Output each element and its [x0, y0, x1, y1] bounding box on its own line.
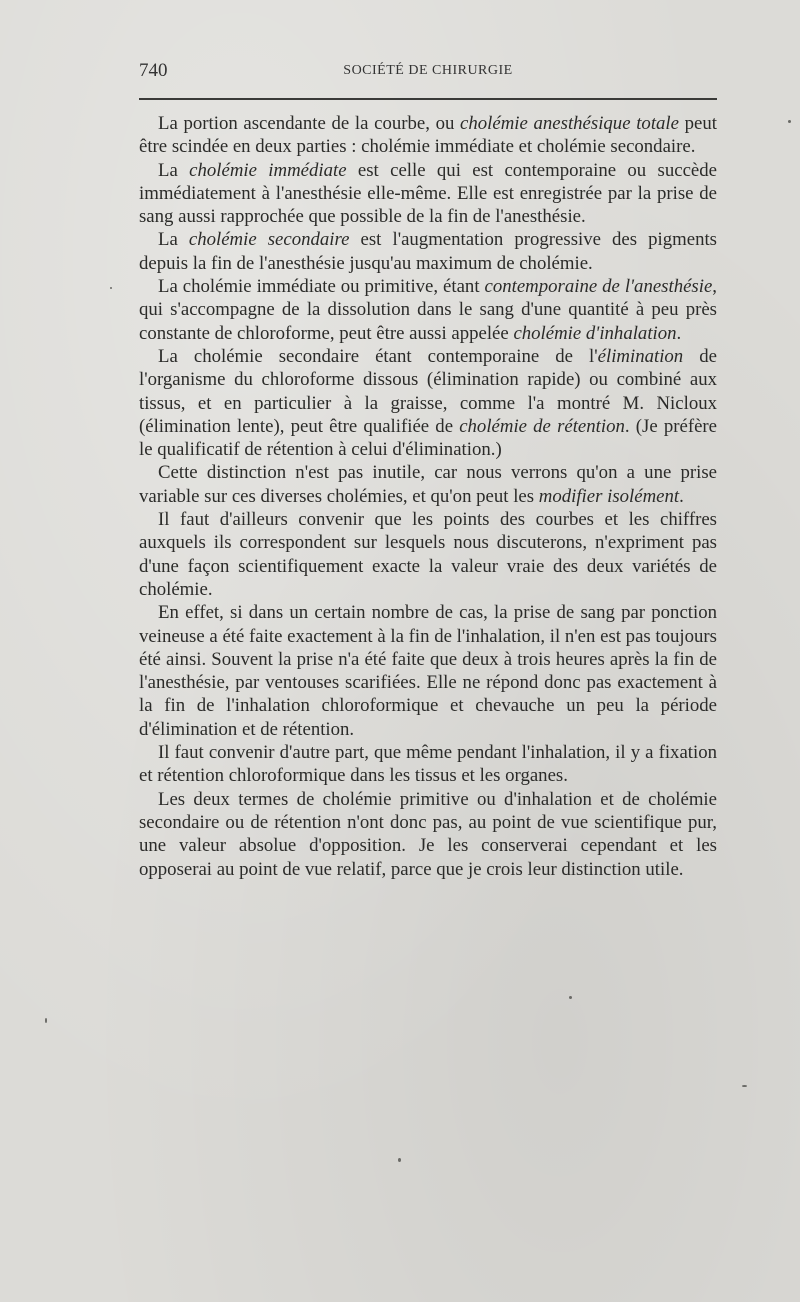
paragraph	[139, 159, 717, 229]
body-text	[139, 112, 717, 881]
scan-speck	[788, 120, 791, 123]
text-run: est celle qui est contemporaine ou succède immédiatement à l'anesthésie elle-même. Elle est enregistrée par la prise de sang aussi rapprochée que possible de la fin de l'anesthésie.	[139, 159, 717, 228]
scan-speck	[110, 287, 112, 289]
text-run: Cette distinction n'est pas inutile, car nous verrons qu'on a une prise variable sur ces diverses cholémies, et qu'on peut les	[139, 462, 717, 507]
page-number: 740	[139, 60, 168, 81]
paragraph	[139, 228, 717, 275]
italic-text: cholémie secondaire	[188, 229, 350, 251]
text-run: La cholémie secondaire étant contemporaine de l'	[158, 345, 598, 367]
text-run: de l'organisme du chloroforme dissous (élimination rapide) ou combiné aux tissus, et en particulier à la graisse, comme l'a montré M. Nicloux (élimination lente), peut être qualifiée de	[139, 345, 717, 437]
italic-text: modifier isolément	[538, 485, 680, 507]
paragraph	[139, 741, 717, 788]
text-run: peut être scindée en deux parties : cholémie immédiate et cholémie secondaire.	[139, 113, 717, 158]
text-run: . (Je préfère le qualificatif de rétention à celui d'élimination.)	[139, 415, 717, 461]
text-run: La cholémie immédiate ou primitive, étant	[158, 276, 485, 298]
page-header	[139, 60, 717, 88]
text-run: Les deux termes de cholémie primitive ou d'inhalation et de cholémie secondaire ou de rétention n'ont donc pas, au point de vue scientifique pur, une valeur absolue d'opposition. Je les conserverai cependant et les opposerai au point de vue relatif, parce que je crois leur distinction utile.	[139, 788, 717, 880]
paragraph	[139, 601, 717, 741]
running-title: SOCIÉTÉ DE CHIRURGIE	[343, 63, 513, 78]
scan-speck	[398, 1158, 401, 1162]
text-run: Il faut d'ailleurs convenir que les points des courbes et les chiffres auxquels ils correspondent sur lesquels nous discuterons, n'expriment pas d'une façon scientifiquement exacte la valeur vraie des deux variétés de cholémie.	[139, 509, 717, 600]
paragraph	[139, 112, 717, 159]
italic-text: cholémie anesthésique totale	[460, 113, 679, 134]
italic-text: contemporaine de l'anesthésie	[484, 276, 713, 298]
scan-speck	[569, 996, 572, 999]
text-run: .	[676, 322, 682, 344]
paragraph	[139, 508, 717, 601]
italic-text: élimination	[597, 345, 684, 367]
header-rule	[139, 98, 717, 100]
text-run: La portion ascendante de la courbe, ou	[158, 113, 461, 134]
paragraph	[139, 788, 717, 881]
text-run: .	[679, 485, 684, 507]
text-run: est l'augmentation progressive des pigments depuis la fin de l'anesthésie jusqu'au maximum de cholémie.	[139, 229, 717, 274]
italic-text: cholémie d'inhalation	[513, 322, 677, 344]
paragraph	[139, 345, 717, 461]
text-run: , qui s'accompagne de la dissolution dans le sang d'une quantité à peu près constante de chloroforme, peut être aussi appelée	[139, 276, 717, 344]
paragraph	[139, 275, 717, 345]
text-run: La	[158, 159, 190, 181]
italic-text: cholémie immédiate	[189, 159, 347, 181]
text-run: La	[158, 229, 189, 251]
italic-text: cholémie de rétention	[459, 415, 625, 437]
scan-speck	[45, 1018, 47, 1023]
text-run: Il faut convenir d'autre part, que même pendant l'inhalation, il y a fixation et rétention chloroformique dans les tissus et les organes.	[139, 742, 717, 787]
text-run: En effet, si dans un certain nombre de cas, la prise de sang par ponction veineuse a été faite exactement à la fin de l'inhalation, il n'en est pas toujours été ainsi. Souvent la prise n'a été faite que deux à trois heures après la fin de l'anesthésie, par ventouses scarifiées. Elle ne répond donc pas exactement à la fin de l'inhalation chloroformique et chevauche un peu la période d'élimination et de rétention.	[139, 602, 717, 740]
scan-speck	[742, 1085, 747, 1087]
paragraph	[139, 461, 717, 508]
